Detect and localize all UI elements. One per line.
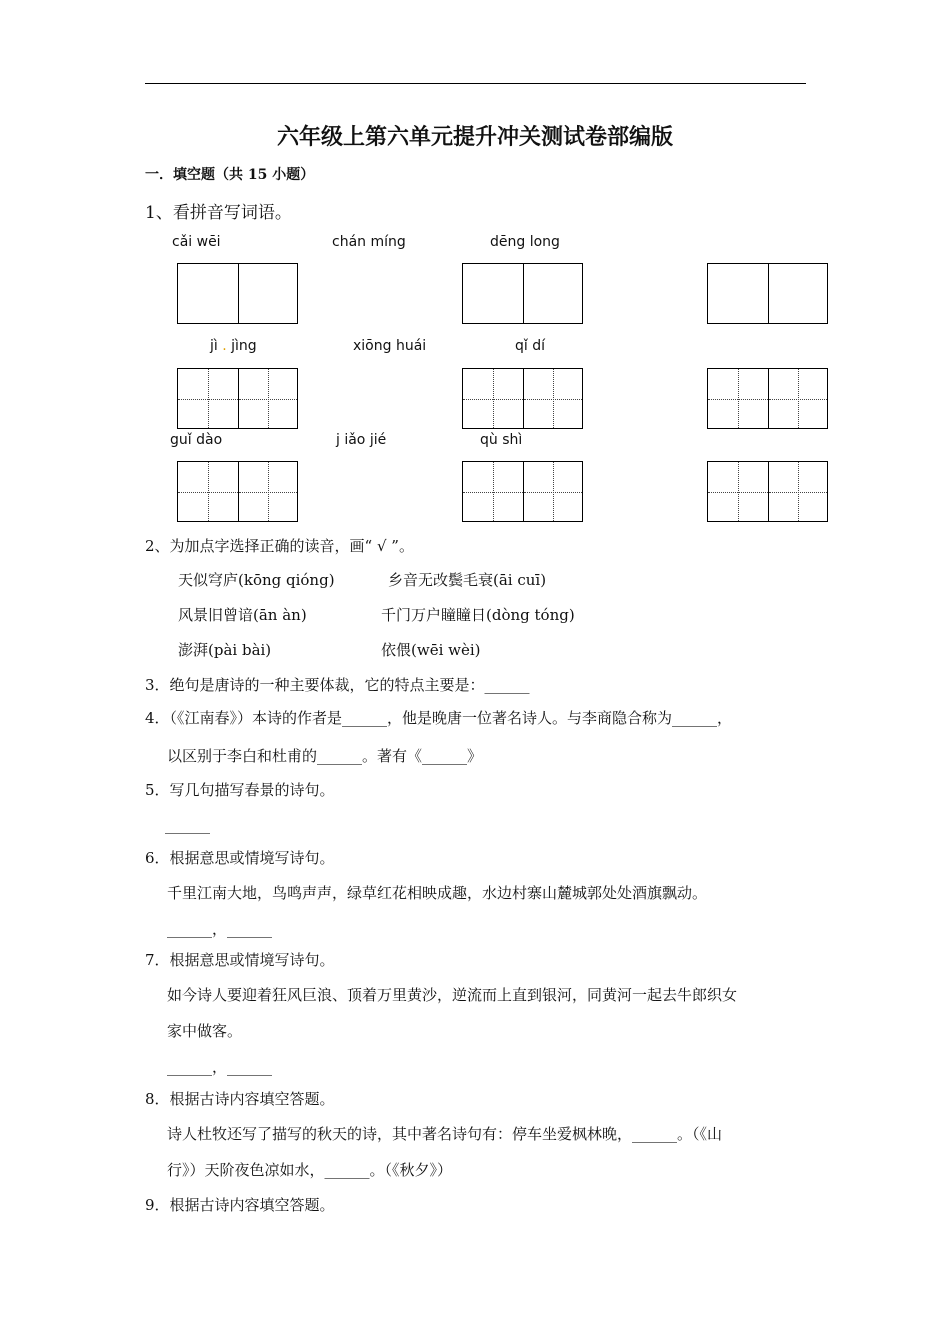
answer-grid-3-3[interactable] (707, 461, 828, 522)
q1-prompt: 1、看拼音写词语。 (145, 203, 292, 223)
answer-box-1-1[interactable] (177, 263, 298, 324)
q8-prompt: 8．根据古诗内容填空答题。 (145, 1090, 335, 1108)
q8-text-1: 诗人杜牧还写了描写的秋天的诗，其中著名诗句有：停车坐爱枫林晚，______。（《山 (167, 1125, 723, 1143)
answer-grid-2-3[interactable] (707, 368, 828, 429)
q7-text-1: 如今诗人要迎着狂风巨浪、顶着万里黄沙，逆流而上直到银河，同黄河一起去牛郎织女 (167, 986, 738, 1004)
answer-grid-2-2[interactable] (462, 368, 583, 429)
q4-line-1: 4．（《江南春》）本诗的作者是______，他是晚唐一位著名诗人。与李商隐合称为______， (145, 709, 733, 727)
q5-prompt: 5．写几句描写春景的诗句。 (145, 781, 335, 799)
pinyin-deng-long: dēng long (490, 234, 560, 250)
header-rule (145, 83, 806, 84)
answer-grid-3-2[interactable] (462, 461, 583, 522)
q2-item-1[interactable]: 天似穹庐(kōng qióng) (178, 571, 335, 589)
q2-item-5[interactable]: 澎湃(pài bài) (178, 641, 272, 659)
q6-prompt: 6．根据意思或情境写诗句。 (145, 849, 335, 867)
q6-text: 千里江南大地，鸟鸣声声，绿草红花相映成趣，水边村寨山麓城郭处处酒旗飘动。 (167, 884, 708, 902)
answer-grid-2-1[interactable] (177, 368, 298, 429)
answer-grid-3-1[interactable] (177, 461, 298, 522)
pinyin-gui-dao: guǐ dào (170, 432, 223, 448)
pinyin-jiao-jie: j iǎo jié (336, 432, 387, 448)
page-title: 六年级上第六单元提升冲关测试卷部编版 (276, 124, 673, 150)
q3-text: 3．绝句是唐诗的一种主要体裁，它的特点主要是：______ (145, 676, 530, 694)
q4-line-2: 以区别于李白和杜甫的______。著有《______》 (167, 747, 483, 765)
q2-item-4[interactable]: 千门万户瞳瞳日(dòng tóng) (381, 606, 575, 624)
q2-item-2[interactable]: 乡音无改鬓毛衰(āi cuī) (388, 571, 547, 589)
pinyin-cai-wei: cǎi wēi (172, 234, 221, 250)
pinyin-qi-di: qǐ dí (515, 338, 546, 354)
emphasis-dot-icon: . (222, 338, 227, 354)
pinyin-ji: jì (210, 338, 218, 354)
pinyin-xiong-huai: xiōng huái (353, 338, 427, 354)
q2-item-6[interactable]: 依偎(wēi wèi) (381, 641, 481, 659)
pinyin-ji-jing (210, 338, 257, 354)
pinyin-chan-ming: chán míng (332, 234, 406, 250)
q6-answer-blank[interactable]: ______，______ (167, 920, 273, 938)
pinyin-qu-shi: qù shì (480, 432, 523, 448)
q7-answer-blank[interactable]: ______，______ (167, 1058, 273, 1076)
answer-box-1-2[interactable] (462, 263, 583, 324)
pinyin-jing: jìng (231, 338, 257, 354)
q7-prompt: 7．根据意思或情境写诗句。 (145, 951, 335, 969)
section-heading: 一．填空题（共 15 小题） (145, 167, 315, 183)
q7-text-2: 家中做客。 (167, 1022, 243, 1040)
q8-text-2: 行》）天阶夜色凉如水，______。（《秋夕》） (167, 1161, 453, 1179)
q5-answer-blank[interactable]: ______ (165, 816, 210, 834)
q9-prompt: 9．根据古诗内容填空答题。 (145, 1196, 335, 1214)
q2-item-3[interactable]: 风景旧曾谙(ān àn) (178, 606, 307, 624)
answer-box-1-3[interactable] (707, 263, 828, 324)
q2-prompt: 2、为加点字选择正确的读音，画“ √ ”。 (145, 537, 414, 555)
